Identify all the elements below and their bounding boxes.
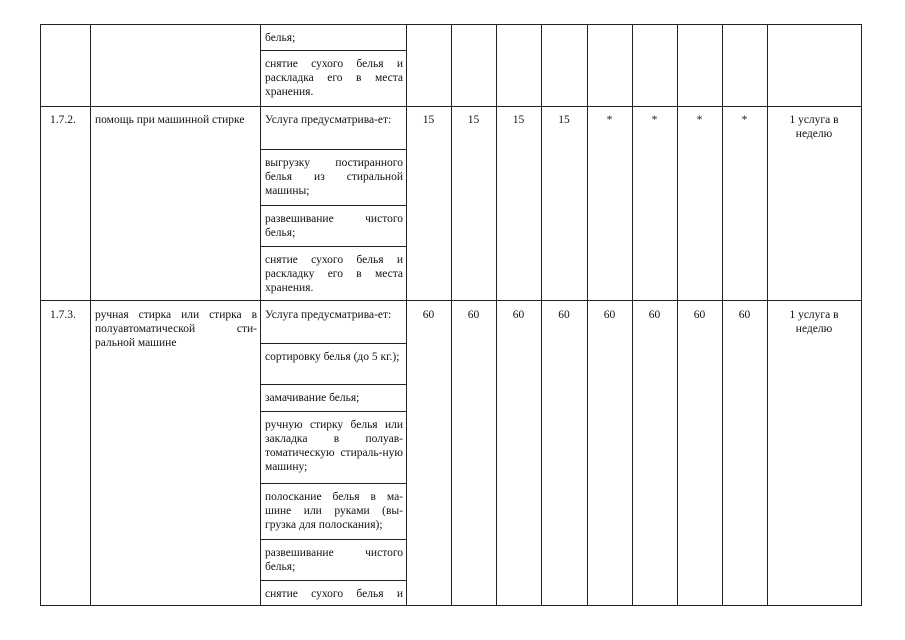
- column-divider: [90, 24, 91, 606]
- value-cell: 60: [558, 309, 570, 321]
- continuation-item: белья;: [265, 32, 296, 44]
- value-cell: 15: [512, 114, 525, 126]
- continuation-item: снятие сухого белья и раскладка его в места хранения.: [265, 58, 403, 98]
- service-item: сортировку белья (до 5 кг.);: [265, 351, 400, 363]
- value-cell: 60: [648, 309, 661, 321]
- table-border-bottom: [40, 605, 862, 606]
- item-divider: [260, 384, 407, 385]
- value-cell: *: [651, 114, 658, 126]
- service-item: полоскание белья в ма-шине или руками (вы-грузка для полоскания);: [265, 491, 403, 531]
- service-name: ручная стирка или стирка в полуавтоматической сти-ральной машине: [95, 309, 257, 349]
- service-name: помощь при машинной стирке: [95, 114, 245, 126]
- row-divider: [40, 106, 862, 107]
- item-divider: [260, 246, 407, 247]
- value-cell: 60: [422, 309, 435, 321]
- item-divider: [260, 149, 407, 150]
- item-divider: [260, 343, 407, 344]
- value-cell: *: [606, 114, 613, 126]
- service-item: развешивание чистого белья;: [265, 547, 403, 573]
- column-divider: [260, 24, 261, 606]
- service-intro: Услуга предусматрива-ет:: [265, 114, 392, 126]
- table-border-right: [861, 24, 862, 606]
- value-cell: 15: [422, 114, 435, 126]
- value-cell: 60: [512, 309, 525, 321]
- item-divider: [260, 539, 407, 540]
- frequency-cell: 1 услуга в неделю: [789, 309, 839, 335]
- item-divider: [260, 411, 407, 412]
- item-divider: [260, 580, 407, 581]
- item-divider: [260, 50, 407, 51]
- value-cell: 15: [467, 114, 480, 126]
- table-border-top: [40, 24, 862, 25]
- service-code: 1.7.2.: [50, 114, 76, 126]
- value-cell: 60: [693, 309, 706, 321]
- service-item: снятие сухого белья и раскладку его в места хранения.: [265, 254, 403, 294]
- column-divider: [767, 24, 768, 606]
- frequency-cell: 1 услуга в неделю: [789, 114, 839, 140]
- item-divider: [260, 205, 407, 206]
- service-intro: Услуга предусматрива-ет:: [265, 309, 392, 321]
- value-cell: 60: [603, 309, 616, 321]
- service-item: замачивание белья;: [265, 392, 360, 404]
- service-item: выгрузку постиранного белья из стиральной машины;: [265, 157, 403, 197]
- service-item: снятие сухого белья и: [265, 588, 403, 600]
- service-item: ручную стирку белья или закладка в полуав-томатическую стираль-ную машину;: [265, 419, 403, 473]
- item-divider: [260, 483, 407, 484]
- value-cell: 60: [738, 309, 751, 321]
- service-code: 1.7.3.: [50, 309, 76, 321]
- value-cell: *: [696, 114, 703, 126]
- value-cell: 15: [558, 114, 570, 126]
- value-cell: 60: [467, 309, 480, 321]
- value-cell: *: [741, 114, 748, 126]
- table-border-left: [40, 24, 41, 606]
- row-divider: [40, 300, 862, 301]
- service-item: развешивание чистого белья;: [265, 213, 403, 239]
